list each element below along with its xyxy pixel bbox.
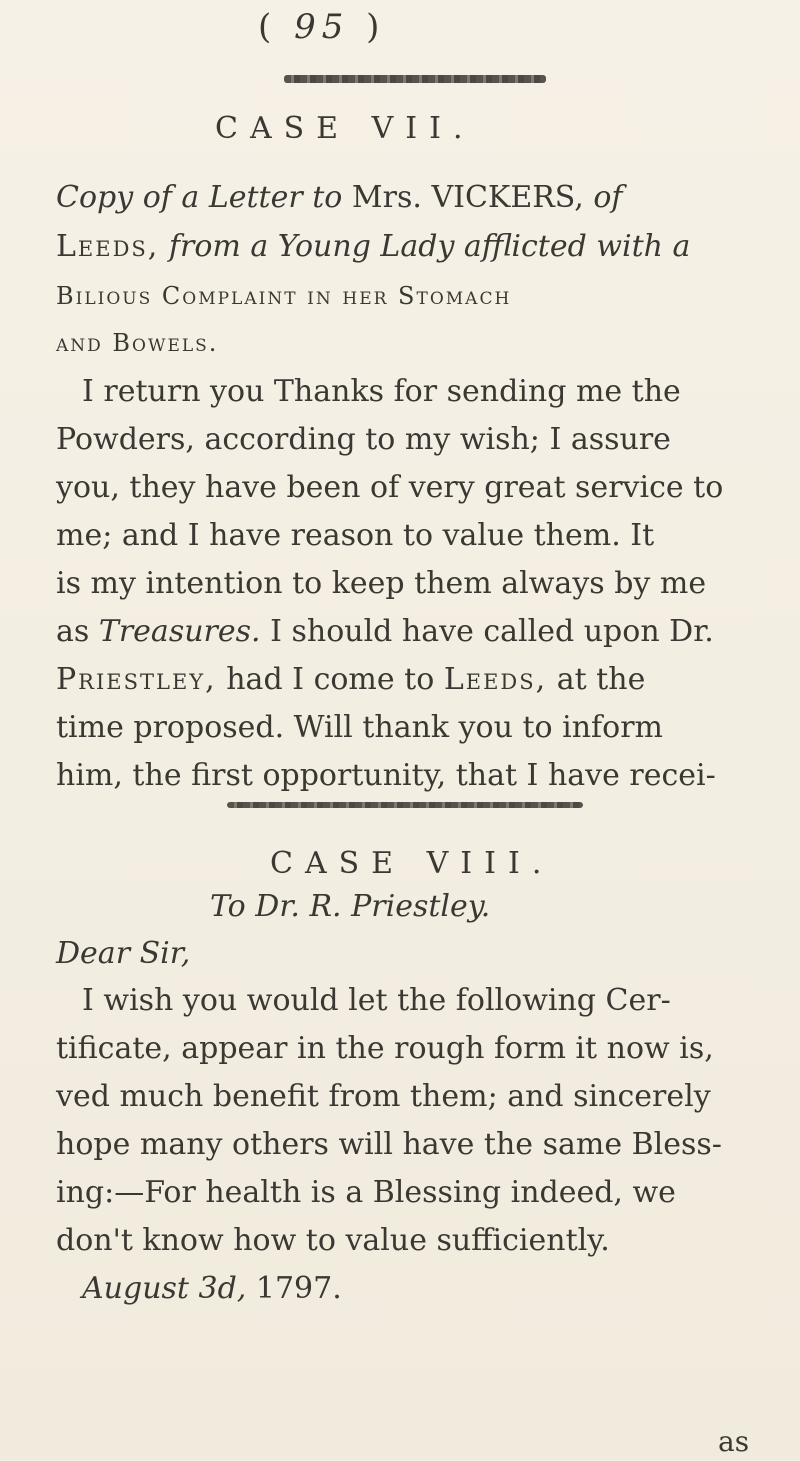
case-vii-heading-line-1: Copy of a Letter to Mrs. VICKERS, of [56, 180, 623, 215]
letter-line: ved much benefit from them; and sincerely [56, 1079, 711, 1114]
ornamental-rule-middle [227, 802, 583, 808]
case-vii-heading-line-4: and Bowels. [56, 329, 219, 357]
letter-line: tificate, appear in the rough form it now is, [56, 1031, 714, 1066]
case-vii-heading-line-2: Leeds, from a Young Lady afflicted with a [56, 229, 691, 264]
letter-line: is my intention to keep them always by me [56, 566, 707, 601]
letter-line: as Treasures. I should have called upon Dr. [56, 614, 714, 649]
letter-date: August 3d, 1797. [82, 1271, 342, 1306]
ornamental-rule-top [284, 75, 546, 83]
letter-line: Priestley, had I come to Leeds, at the [56, 662, 646, 697]
letter-line: Powders, according to my wish; I assure [56, 422, 671, 457]
case-vii-heading-line-3: Bilious Complaint in her Stomach [56, 282, 512, 310]
letter-line: him, the first opportunity, that I have recei- [56, 758, 716, 793]
letter-line: I return you Thanks for sending me the [82, 374, 681, 409]
case-vii-title: CASE VII. [215, 111, 475, 146]
letter-line: time proposed. Will thank you to inform [56, 710, 664, 745]
letter-line: hope many others will have the same Bless- [56, 1127, 722, 1162]
case-viii-title: CASE VIII. [270, 846, 554, 881]
letter-line: ing:—For health is a Blessing indeed, we [56, 1175, 676, 1210]
page-number: ( 95 ) [258, 7, 386, 47]
letter-line: I wish you would let the following Cer- [82, 983, 671, 1018]
letter-line: you, they have been of very great service to [56, 470, 724, 505]
catchword: as [718, 1425, 750, 1458]
case-viii-salutation: Dear Sir, [56, 936, 191, 971]
letter-line: don't know how to value sufficiently. [56, 1223, 610, 1258]
page-number-value: 95 [294, 7, 350, 47]
case-viii-addressee: To Dr. R. Priestley. [210, 889, 491, 924]
letter-line: me; and I have reason to value them. It [56, 518, 655, 553]
